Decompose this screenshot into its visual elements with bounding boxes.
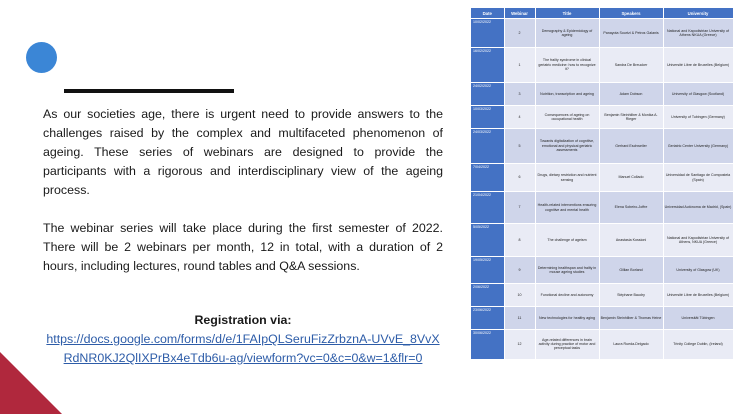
schedule-paragraph: The webinar series will take place during the first semester of 2022. There will be 2 webinars per month, 12 in total, with a duration of 2 hours, including lectures, round tables and Q&A sessions. (43, 221, 443, 273)
title-cell: Determining healthspan and frailty in mouse ageing studies (535, 257, 599, 284)
intro-paragraph: As our societies age, there is urgent need to provide answers to the challenges raised by the complex and multifaceted phenomenon of ageing. These series of webinars are designed to provide the participants with a rigorous and interdisciplinary view of the ageing process. (43, 107, 443, 197)
title-cell: Consequences of ageing on occupational health (535, 106, 599, 129)
date-cell: 24/02/2022 (471, 83, 504, 106)
column-header: Title (535, 8, 599, 19)
webinar-cell: 10 (504, 284, 535, 307)
webinar-cell: 3 (504, 83, 535, 106)
webinar-cell: 4 (504, 106, 535, 129)
title-cell: Functional decline and autonomy (535, 284, 599, 307)
table-row (471, 106, 733, 129)
date-cell: 30/06/2022 (471, 330, 504, 359)
university-cell: Université Libre de Bruxelles (Belgium) (663, 284, 733, 307)
speakers-cell: Gerhard Eschweiler (599, 129, 663, 164)
webinar-cell: 12 (504, 330, 535, 359)
speakers-cell: Laura Rueda-Delgado (599, 330, 663, 359)
registration-title: Registration via: (194, 313, 292, 327)
speakers-cell: Panayota Sourtzi & Petros Galanis (599, 19, 663, 48)
webinar-cell: 6 (504, 164, 535, 192)
speakers-cell: Stéphane Baudry (599, 284, 663, 307)
title-cell: Demography & Epidemiology of ageing (535, 19, 599, 48)
date-cell: 10/02/2022 (471, 19, 504, 48)
university-cell: Université Libre de Bruxelles (Belgium) (663, 48, 733, 83)
table-row (471, 19, 733, 48)
title-cell: Age-related differences in brain activity during practice of motor and perceptual tasks (535, 330, 599, 359)
university-cell: Universidad de Santiago de Compostela (Spain) (663, 164, 733, 192)
webinar-cell: 1 (504, 48, 535, 83)
university-cell: National and Kapodistrian University of Athens NKUA (Greece) (663, 19, 733, 48)
table-row (471, 307, 733, 330)
table-row (471, 129, 733, 164)
speakers-cell: Adam Dobson (599, 83, 663, 106)
title-cell: Nutrition, transcription and ageing (535, 83, 599, 106)
webinar-schedule-table (471, 8, 733, 359)
table-row (471, 48, 733, 83)
university-cell: University of Tubingen (Germany) (663, 106, 733, 129)
speakers-cell: Gillian Borland (599, 257, 663, 284)
date-cell: 7/04/2022 (471, 164, 504, 192)
title-cell: Towards digitalization of cognitive, emotional and physical geriatric assessments (535, 129, 599, 164)
description-text (43, 105, 443, 276)
speakers-cell: Benjamin Steinhilber & Monika A. Rieger (599, 106, 663, 129)
university-cell: Universidad Autónoma de Madrid, (Spain) (663, 192, 733, 224)
column-header: Webinar (504, 8, 535, 19)
blue-circle-decoration (26, 42, 57, 73)
speakers-cell: Manuel Collado (599, 164, 663, 192)
date-cell: 10/03/2022 (471, 106, 504, 129)
webinar-cell: 2 (504, 19, 535, 48)
university-cell: Universität Tübingen (663, 307, 733, 330)
title-cell: The frailty syndrome in clinical geriatric medicine: how to recognize it? (535, 48, 599, 83)
date-cell: 16/02/2022 (471, 48, 504, 83)
table-row (471, 83, 733, 106)
university-cell: University of Glasgow (Scotland) (663, 83, 733, 106)
university-cell: University of Glasgow (UK) (663, 257, 733, 284)
speakers-cell: Elena Sobeiro-Joffre (599, 192, 663, 224)
table-row (471, 164, 733, 192)
date-cell: 23/06/2022 (471, 307, 504, 330)
university-cell: Geriatric Center University (Germany) (663, 129, 733, 164)
table-row (471, 257, 733, 284)
title-cell: New technologies for healthy aging (535, 307, 599, 330)
date-cell: 21/04/2022 (471, 192, 504, 224)
date-cell: 19/05/2022 (471, 257, 504, 284)
speakers-cell: Sandra De Breucker (599, 48, 663, 83)
date-cell: 5/05/2022 (471, 224, 504, 257)
title-cell: Health-related interventions ensuring cognitive and mental health (535, 192, 599, 224)
webinar-cell: 5 (504, 129, 535, 164)
table-row (471, 192, 733, 224)
speakers-cell: Anastasia Kossioni (599, 224, 663, 257)
title-cell: The challenge of ageism (535, 224, 599, 257)
column-header: University (663, 8, 733, 19)
column-header: Date (471, 8, 504, 19)
table-row (471, 224, 733, 257)
column-header: Speakers (599, 8, 663, 19)
webinar-cell: 7 (504, 192, 535, 224)
title-cell: Drugs, dietary restriction and nutrient sensing (535, 164, 599, 192)
webinar-cell: 11 (504, 307, 535, 330)
table-row (471, 284, 733, 307)
title-underline-bar (64, 89, 234, 93)
registration-section (43, 311, 443, 368)
speakers-cell: Benjamin Steinhilber & Thomas Heine (599, 307, 663, 330)
registration-link[interactable]: https://docs.google.com/forms/d/e/1FAIpQLSeruFizZrbznA-UVvE_8VvXRdNR0KJ2QlIXPrBx4eTdb6u-ag/viewform?vc=0&c=0&w=1&flr=0 (46, 332, 440, 365)
university-cell: National and Kapodistrian University of Athens, NKUA (Greece) (663, 224, 733, 257)
date-cell: 2/06/2022 (471, 284, 504, 307)
webinar-cell: 8 (504, 224, 535, 257)
date-cell: 24/03/2022 (471, 129, 504, 164)
table-header-row (471, 8, 733, 19)
webinar-cell: 9 (504, 257, 535, 284)
table-row (471, 330, 733, 359)
university-cell: Trinity College Dublin, (Ireland) (663, 330, 733, 359)
